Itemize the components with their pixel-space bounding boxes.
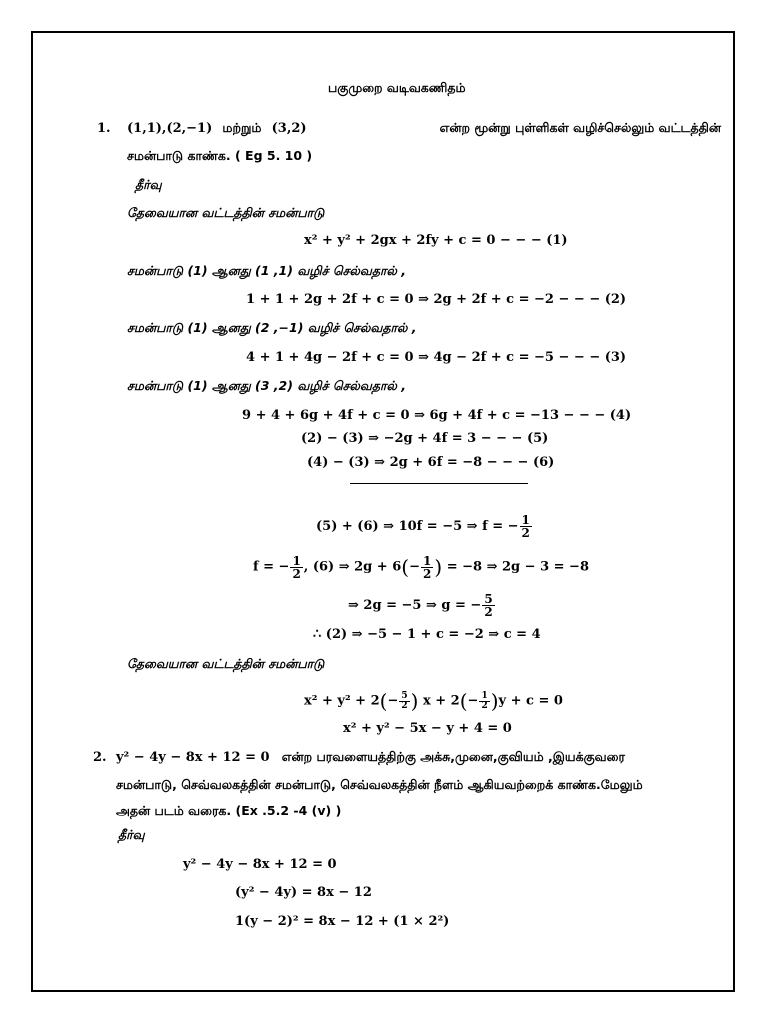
q1-equation-5: (2) − (3) ⇒ −2g + 4f = 3 − − − (5) xyxy=(301,431,549,446)
step-g-inner-fraction xyxy=(421,555,433,580)
step-g2-fraction xyxy=(482,593,494,618)
page-title: பகுமுறை வடிவகணிதம் xyxy=(328,80,466,95)
q1-required-eq-label: தேவையான வட்டத்தின் சமன்பாடு xyxy=(127,205,325,220)
fraction-numerator: 1 xyxy=(481,690,488,701)
step-f-fraction xyxy=(520,514,532,539)
question-1-line-1 xyxy=(127,120,721,137)
step-g-mid: , (6) ⇒ 2g + 6 xyxy=(303,559,402,575)
divider-line xyxy=(350,483,528,484)
fraction-numerator: 1 xyxy=(521,513,530,527)
fraction-denominator: 2 xyxy=(484,605,493,619)
q1-equation-2: 1 + 1 + 2g + 2f + c = 0 ⇒ 2g + 2f + c = −2 − − − (2) xyxy=(246,292,627,307)
fraction-denominator: 2 xyxy=(481,700,488,711)
left-paren: ( xyxy=(379,689,388,713)
q1-equation-3: 4 + 1 + 4g − 2f + c = 0 ⇒ 4g − 2f + c = −5 − − − (3) xyxy=(246,350,627,365)
q1-solution-label: தீர்வு xyxy=(135,177,162,192)
question-1-number: 1. xyxy=(97,121,111,136)
question-2-line-3: அதன் படம் வரைக. (Ex .5.2 -4 (v) ) xyxy=(116,803,342,818)
step-g-f: f = − xyxy=(253,559,290,575)
q1-required-eq-label-2: தேவையான வட்டத்தின் சமன்பாடு xyxy=(127,656,325,671)
question-2-number: 2. xyxy=(93,750,107,765)
q1-point3: (3,2) xyxy=(271,121,307,136)
final1-fraction-2 xyxy=(479,692,489,711)
q1-final-equation-2: x² + y² − 5x − y + 4 = 0 xyxy=(343,721,512,736)
fraction-denominator: 2 xyxy=(422,566,432,581)
final1-part-b: x + 2 xyxy=(422,693,460,709)
q1-equation-4: 9 + 4 + 6g + 4f + c = 0 ⇒ 6g + 4f + c = −13 − − − (4) xyxy=(242,408,632,423)
question-2-line-1 xyxy=(116,749,625,766)
step-g-inner-sign: − xyxy=(409,559,420,575)
q1-step-c: ∴ (2) ⇒ −5 − 1 + c = −2 ⇒ c = 4 xyxy=(313,627,541,642)
final1-part-c: y + c = 0 xyxy=(498,693,563,709)
left-paren: ( xyxy=(401,555,410,579)
q1-points: (1,1),(2,−1) xyxy=(127,121,213,136)
q2-step-2: (y² − 4y) = 8x − 12 xyxy=(235,885,372,900)
fraction-numerator: 5 xyxy=(401,690,408,701)
q1-step-f xyxy=(316,512,533,542)
fraction-denominator: 2 xyxy=(401,700,408,711)
right-paren: ) xyxy=(490,689,499,713)
fraction-denominator: 2 xyxy=(292,566,301,581)
q1-equation-6: (4) − (3) ⇒ 2g + 6f = −8 − − − (6) xyxy=(307,455,555,470)
right-paren: ) xyxy=(434,555,443,579)
fraction-numerator: 1 xyxy=(292,553,301,568)
q1-and: மற்றும் xyxy=(222,120,262,135)
q1-condition-2: சமன்பாடு (1) ஆனது (2 ,−1) வழிச் செல்வதால் , xyxy=(127,320,417,335)
fraction-numerator: 1 xyxy=(422,553,432,568)
question-1-line-2: சமன்பாடு காண்க. ( Eg 5. 10 ) xyxy=(127,148,313,163)
q1-line1-rest: என்ற மூன்று புள்ளிகள் வழிச்செல்லும் வட்டத்தின் xyxy=(439,120,721,135)
q1-condition-3: சமன்பாடு (1) ஆனது (3 ,2) வழிச் செல்வதால் , xyxy=(127,378,406,393)
final1-part-a: x² + y² + 2 xyxy=(304,693,380,709)
q2-equation: y² − 4y − 8x + 12 = 0 xyxy=(116,750,270,765)
step-f-lhs: (5) + (6) ⇒ 10f = −5 ⇒ f = − xyxy=(316,519,519,534)
step-g-f-fraction xyxy=(290,555,302,580)
right-paren: ) xyxy=(410,689,419,713)
fraction-denominator: 2 xyxy=(521,526,530,540)
q1-step-g2 xyxy=(348,589,496,623)
q2-step-3: 1(y − 2)² = 8x − 12 + (1 × 2²) xyxy=(235,914,450,929)
q2-line1-rest: என்ற பரவளையத்திற்கு அக்சு,முனை,குவியம் ,இயக்குவரை xyxy=(281,749,625,764)
step-g2-lhs: ⇒ 2g = −5 ⇒ g = − xyxy=(348,598,482,613)
left-paren: ( xyxy=(459,689,468,713)
q1-condition-1: சமன்பாடு (1) ஆனது (1 ,1) வழிச் செல்வதால் , xyxy=(127,263,406,278)
step-g-rhs: = −8 ⇒ 2g − 3 = −8 xyxy=(446,559,589,575)
q1-final-equation-1: x² + y² + 2(− $\frac{5}{2}$ ) x + 2(− $\frac{1}{2}$ )y + c = 0 xyxy=(304,689,563,713)
q1-step-g xyxy=(253,550,589,585)
final1-fraction-1 xyxy=(399,692,409,711)
q2-step-1: y² − 4y − 8x + 12 = 0 xyxy=(183,857,337,872)
fraction-numerator: 5 xyxy=(484,592,493,606)
q2-solution-label: தீர்வு xyxy=(118,827,145,842)
q1-equation-1: x² + y² + 2gx + 2fy + c = 0 − − − (1) xyxy=(304,233,568,248)
question-2-line-2: சமன்பாடு, செவ்வலகத்தின் சமன்பாடு, செவ்வலகத்தின் நீளம் ஆகியவற்றைக் காண்க.மேலும் xyxy=(116,777,643,792)
